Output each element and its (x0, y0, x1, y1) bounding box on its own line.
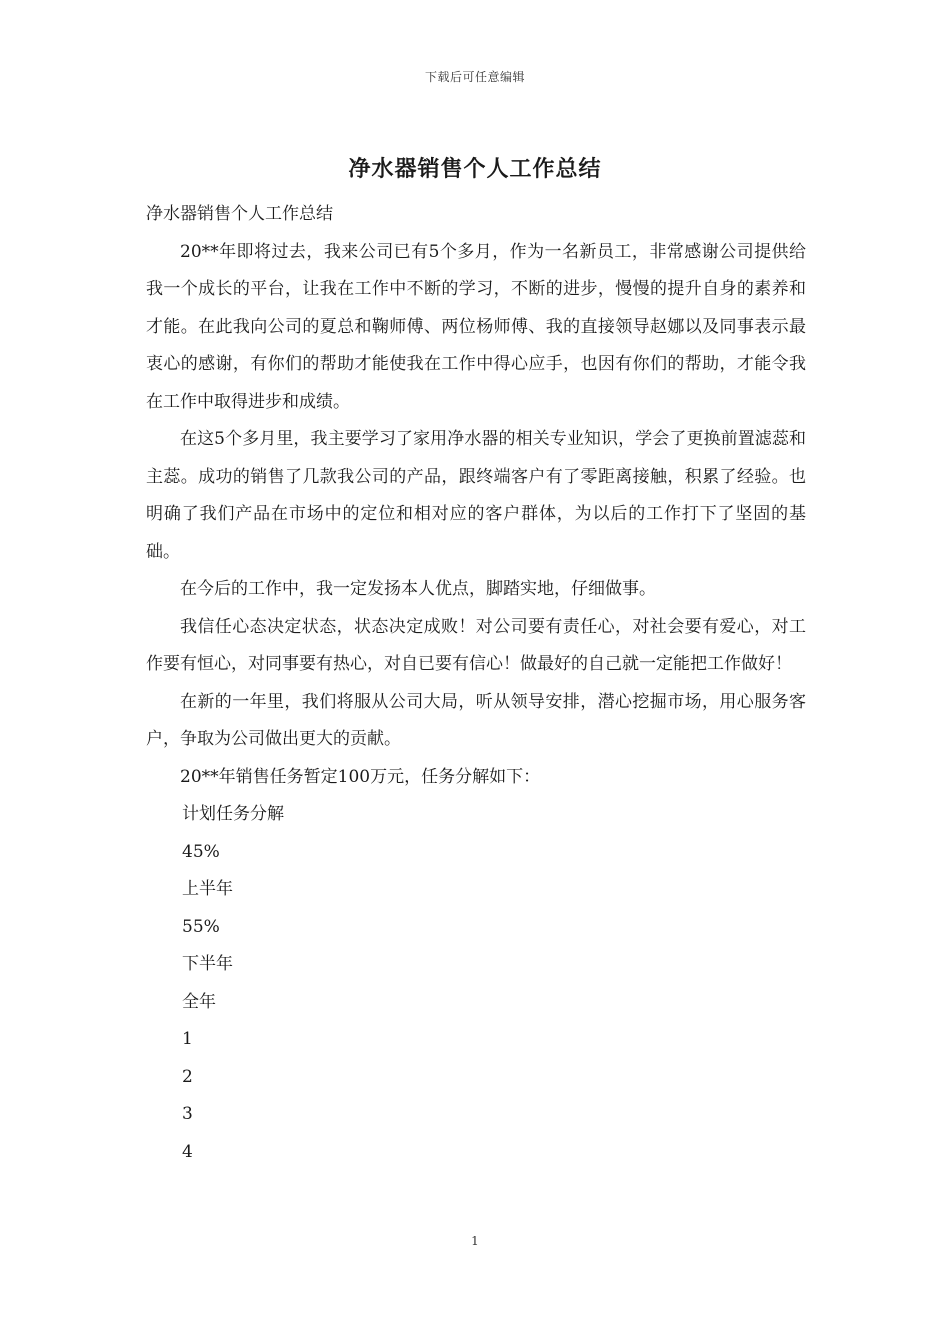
list-item: 上半年 (182, 879, 233, 899)
paragraph-future-work: 在今后的工作中，我一定发扬本人优点，脚踏实地，仔细做事。 (180, 579, 656, 599)
page-number: 1 (471, 1234, 479, 1248)
list-item: 3 (182, 1104, 193, 1124)
paragraph-attitude: 我信任心态决定状态，状态决定成败！对公司要有责任心，对社会要有爱心，对工作要有恒心，对同事要有热心，对自已要有信心！做最好的自己就一定能把工作做好！ (146, 616, 806, 674)
list-item: 计划任务分解 (182, 804, 284, 824)
document-title: 净水器销售个人工作总结 (348, 156, 602, 182)
page-header-note: 下载后可任意编辑 (424, 70, 525, 84)
list-item: 4 (182, 1141, 193, 1162)
list-item: 下半年 (182, 954, 233, 974)
document-body (146, 196, 806, 1171)
document-subtitle: 净水器销售个人工作总结 (146, 204, 333, 224)
paragraph-learning: 在这5个多月里，我主要学习了家用净水器的相关专业知识，学会了更换前置滤蕊和主蕊。成功的销售了几款我公司的产品，跟终端客户有了零距离接触，积累了经验。也明确了我们产品在市场中的定位和相对应的客户群体，为以后的工作打下了坚固的基础。 (146, 429, 806, 562)
paragraph-sales-target: 20**年销售任务暂定100万元，任务分解如下： (180, 766, 541, 787)
list-item: 45% (182, 841, 220, 862)
paragraph-new-year: 在新的一年里，我们将服从公司大局，听从领导安排，潜心挖掘市场，用心服务客户，争取为公司做出更大的贡献。 (146, 691, 806, 749)
list-item: 全年 (182, 991, 216, 1012)
list-item: 55% (182, 916, 220, 937)
list-item: 1 (182, 1029, 193, 1049)
paragraph-intro: 20**年即将过去，我来公司已有5个多月，作为一名新员工，非常感谢公司提供给我一个成长的平台，让我在工作中不断的学习，不断的进步，慢慢的提升自身的素养和才能。在此我向公司的夏总和鞠师傅、两位杨师傅、我的直接领导赵娜以及同事表示最衷心的感谢，有你们的帮助才能使我在工作中得心应手，也因有你们的帮助，才能令我在工作中取得进步和成绩。 (146, 241, 806, 412)
list-item: 2 (182, 1066, 193, 1087)
